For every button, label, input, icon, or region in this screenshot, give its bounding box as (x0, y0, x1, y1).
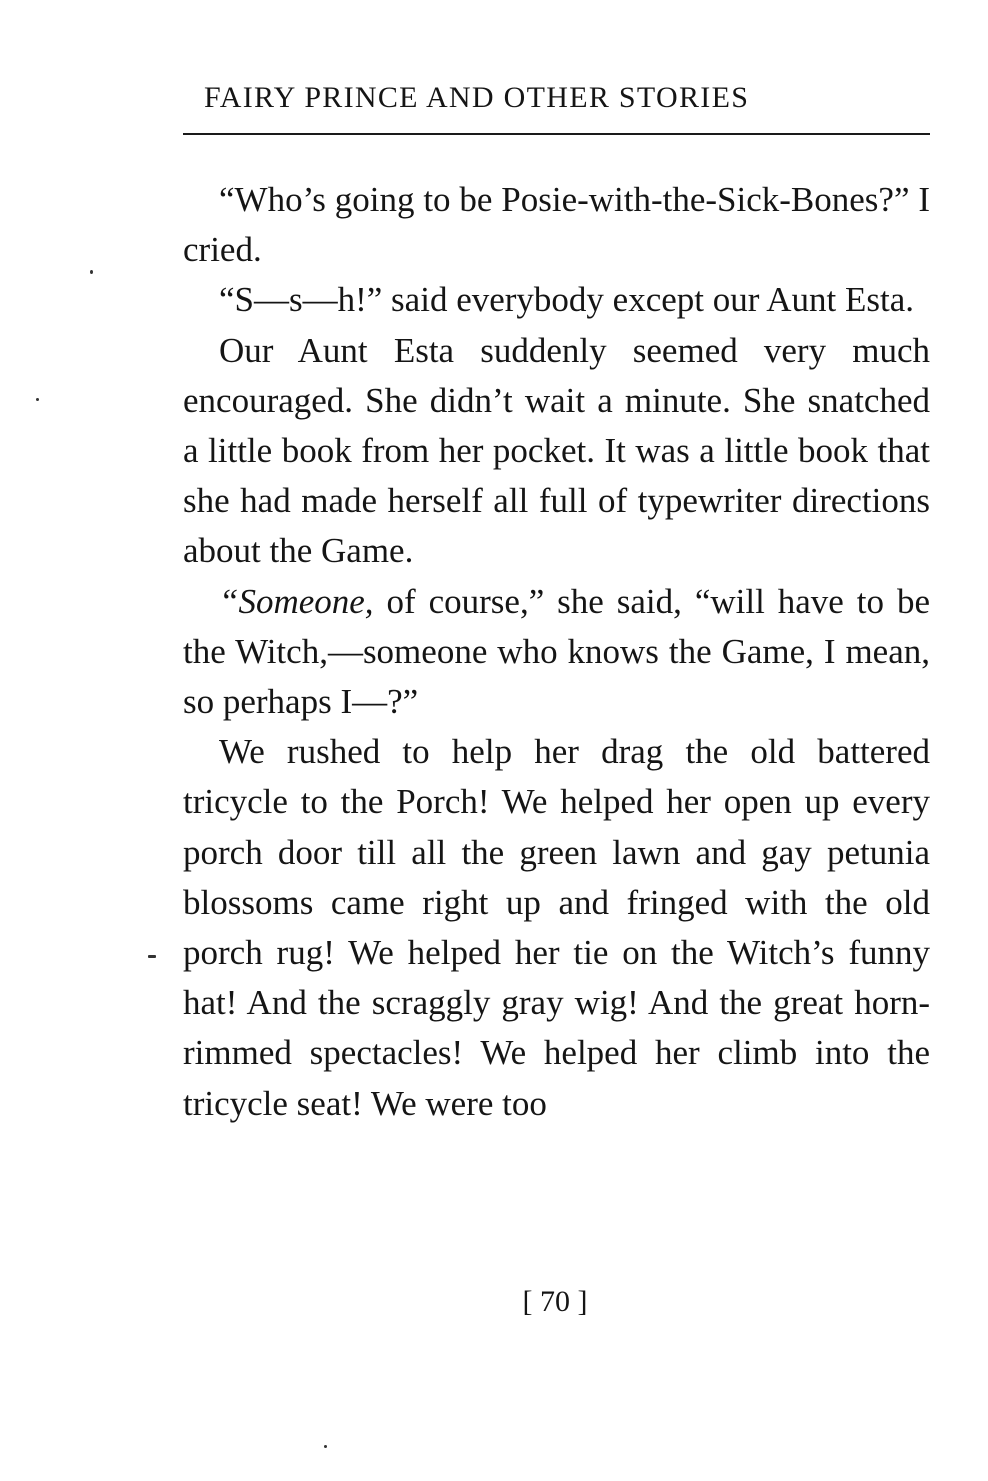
paragraph-4 (183, 577, 930, 728)
paragraph-5: We rushed to help her drag the old battered tricycle to the Porch! We helped her open up every porch door till all the green lawn and gay petunia blossoms came right up and fringed with the old porch rug! We helped her tie on the Witch’s funny hat! And the scraggly gray wig! And the great horn-rimmed spectacles! We helped her climb into the tricycle seat! We were too (183, 732, 930, 1123)
scan-speck (324, 1445, 327, 1448)
running-header: FAIRY PRINCE AND OTHER STORIES (204, 81, 750, 114)
body-text (183, 175, 930, 1129)
paragraph-1: “Who’s going to be Posie-with-the-Sick-Bones?” I cried. (183, 180, 930, 270)
scan-speck (36, 398, 39, 401)
header-rule (183, 133, 930, 135)
paragraph-3: Our Aunt Esta suddenly seemed very much encouraged. She didn’t wait a minute. She snatched a little book from her pocket. It was a little book that she had made herself all full of typewriter directions about the Game. (183, 330, 930, 571)
italic-someone: “Someone, (219, 581, 374, 621)
page-number: [ 70 ] (522, 1285, 588, 1318)
paragraph-2: “S—s—h!” said everybody except our Aunt Esta. (219, 280, 914, 320)
scan-speck (90, 270, 93, 274)
scan-speck (148, 955, 156, 958)
paragraph-4-rest: of course,” she said, “will have to be the Witch,—someone who knows the Game, I mean, so perhaps I—?” (183, 581, 930, 722)
